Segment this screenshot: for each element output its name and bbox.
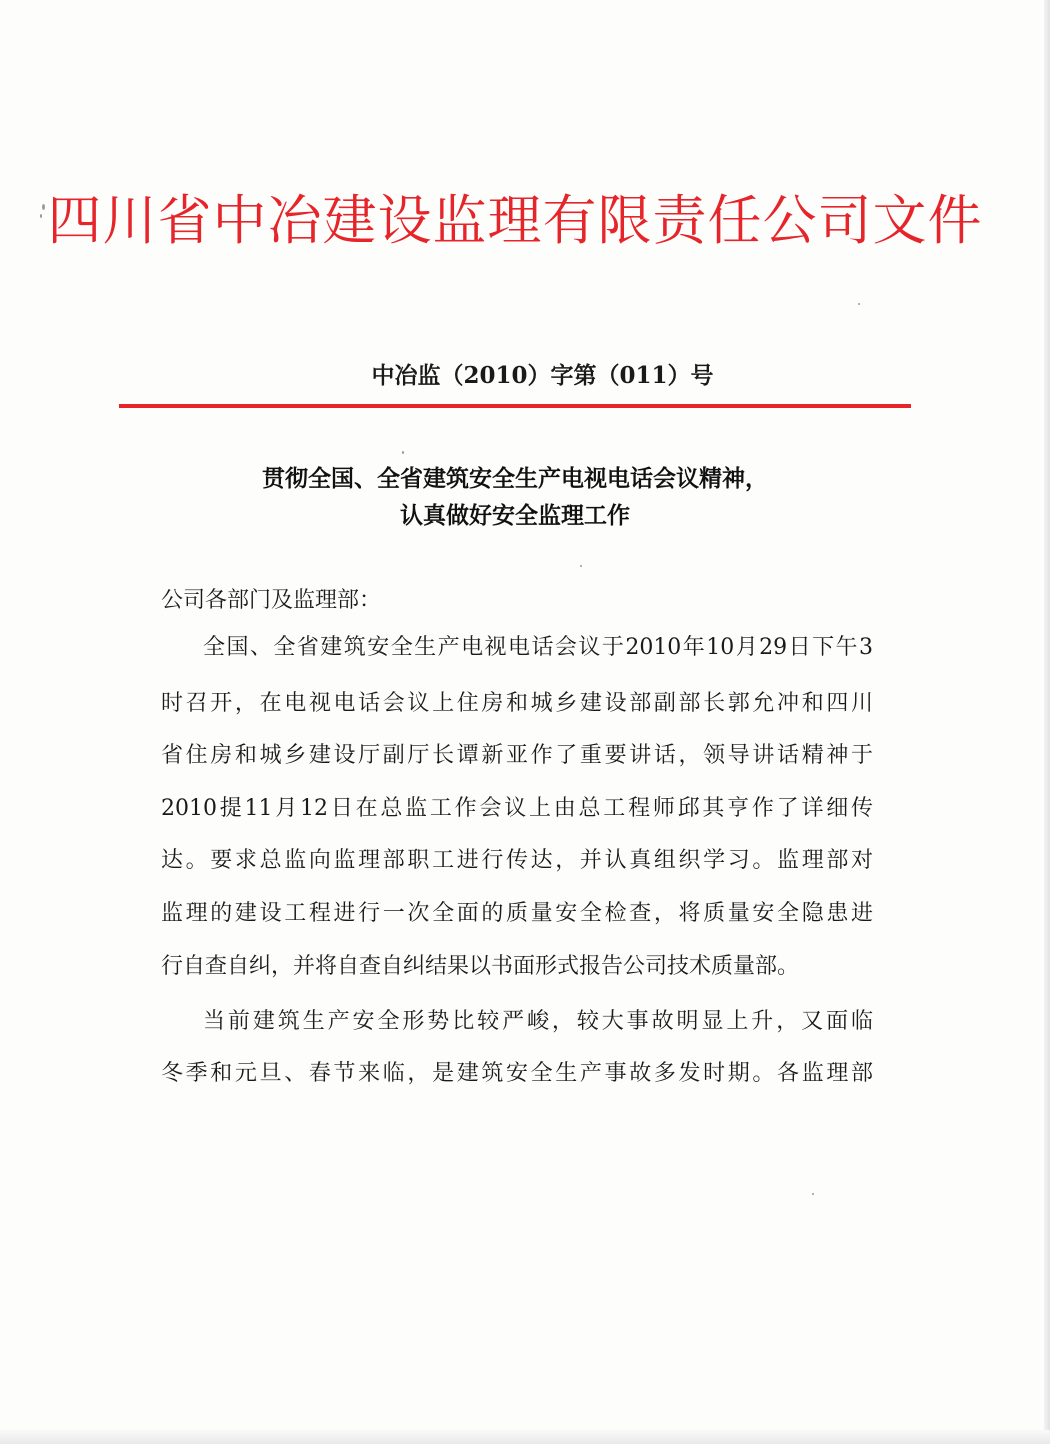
document-number: 中冶监（2010）字第（011）号 bbox=[371, 362, 714, 389]
body-text-line: 行自查自纠，并将自查自纠结果以书面形式报告公司技术质量部。 bbox=[161, 954, 800, 979]
subject-line-1: 贯彻全国、全省建筑安全生产电视电话会议精神， bbox=[262, 466, 768, 492]
subject-line-2: 认真做好安全监理工作 bbox=[400, 503, 630, 529]
company-document-header: 四川省中冶建设监理有限责任公司文件 bbox=[47, 189, 983, 252]
body-text-line: 监理的建设工程进行一次全面的质量安全检查，将质量安全隐患进 bbox=[161, 901, 873, 926]
red-divider-line bbox=[119, 404, 911, 408]
body-text-line: 省住房和城乡建设厅副厅长谭新亚作了重要讲话，领导讲话精神于 bbox=[161, 743, 873, 768]
body-text-line: 2010提11月12日在总监工作会议上由总工程师邱其亨作了详细传 bbox=[161, 796, 873, 821]
scan-speck bbox=[812, 1193, 814, 1195]
body-text-line: 全国、全省建筑安全生产电视电话会议于2010年10月29日下午3 bbox=[203, 635, 873, 660]
scan-speck bbox=[858, 303, 860, 305]
body-text-line: 冬季和元旦、春节来临，是建筑安全生产事故多发时期。各监理部 bbox=[161, 1061, 873, 1086]
body-text-line: 时召开，在电视电话会议上住房和城乡建设部副部长郭允冲和四川 bbox=[161, 691, 873, 716]
body-text-line: 达。要求总监向监理部职工进行传达，并认真组织学习。监理部对 bbox=[161, 848, 873, 873]
scan-speck bbox=[580, 565, 582, 567]
body-text-line: 当前建筑生产安全形势比较严峻，较大事故明显上升，又面临 bbox=[203, 1009, 873, 1034]
scan-edge-shadow bbox=[1044, 0, 1050, 1444]
salutation: 公司各部门及监理部： bbox=[161, 588, 382, 613]
document-subject bbox=[0, 461, 1030, 535]
scan-edge-shadow-bottom bbox=[0, 1430, 1050, 1444]
scan-speck bbox=[402, 451, 404, 454]
